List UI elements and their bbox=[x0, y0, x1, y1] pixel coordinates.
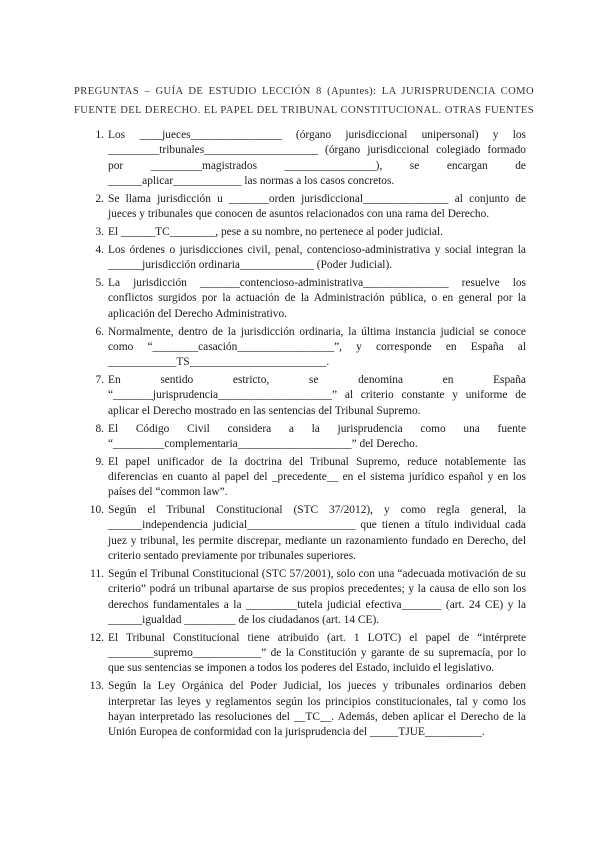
question-text: Se llama jurisdicción u _______orden jurisdiccional_______________ al conjunto de jueces y tribunales que conocen de asuntos relacionados con una rama del Derecho. bbox=[108, 192, 526, 221]
question-item bbox=[95, 276, 526, 322]
question-number: 2. bbox=[95, 192, 104, 205]
question-item bbox=[95, 128, 526, 189]
question-number: 10. bbox=[89, 504, 104, 517]
question-list bbox=[89, 128, 526, 743]
heading-line-1: PREGUNTAS – GUÍA DE ESTUDIO LECCIÓN 8 (Apuntes): LA JURISPRUDENCIA COMO bbox=[74, 86, 534, 97]
question-text: Según el Tribunal Constitucional (STC 37/2012), y como regla general, la ______independencia judicial___________________ que tienen a título individual cada juez y tribunal, les permite discrepar, mediante un razonamiento fundado en Derecho, del criterio sentado previamente por tribunales superiores. bbox=[108, 504, 526, 563]
question-number: 12. bbox=[89, 631, 104, 644]
question-item bbox=[89, 679, 526, 740]
question-text: Los ____jueces________________ (órgano jurisdiccional unipersonal) y los _________tribunales____________________ (órgano jurisdiccional colegiado formado por _________magistrados ________________), se encargan de ______aplicar____________ las normas a los casos concretos. bbox=[108, 129, 526, 187]
question-text: Según la Ley Orgánica del Poder Judicial, los jueces y tribunales ordinarios deben interpretar las leyes y reglamentos según los principios constitucionales, tal y como los hayan interpretado las resoluciones del __TC__. Además, deben aplicar el Derecho de la Unión Europea de conformidad con la jurisprudencia del _____TJUE__________. bbox=[108, 680, 526, 739]
question-number: 1. bbox=[95, 129, 104, 141]
heading-line-2: FUENTE DEL DERECHO. EL PAPEL DEL TRIBUNAL CONSTITUCIONAL. OTRAS FUENTES bbox=[74, 105, 534, 116]
question-item bbox=[95, 192, 526, 223]
question-text: El Tribunal Constitucional tiene atribuido (art. 1 LOTC) el papel de “intérprete ________supremo____________” de la Constitución y garante de su supremacía, por lo que sus sentencias se imponen a todos los poderes del Estado, incluido el legislativo. bbox=[108, 631, 526, 675]
question-text: El ______TC________, pese a su nombre, no pertenece al poder judicial. bbox=[108, 225, 443, 238]
document-heading bbox=[74, 82, 534, 120]
question-number: 5. bbox=[95, 277, 104, 290]
question-item bbox=[89, 503, 526, 564]
question-number: 11. bbox=[90, 567, 104, 580]
question-number: 6. bbox=[95, 325, 104, 338]
question-item bbox=[89, 631, 526, 677]
question-item bbox=[95, 422, 526, 453]
question-number: 13. bbox=[89, 680, 104, 693]
question-item bbox=[95, 455, 526, 501]
question-text: En sentido estricto, se denomina en España “_______jurisprudencia____________________” al criterio constante y uniforme de aplicar el Derecho mostrado en las sentencias del Tribunal Supremo. bbox=[108, 374, 526, 417]
question-text: Según el Tribunal Constitucional (STC 57/2001), solo con una “adecuada motivación de su criterio” podrá un tribunal apartarse de sus propios precedentes; y la causa de ello son los derechos fundamentales a la _________tutela judicial efectiva_______ (art. 24 CE) y la ______igualdad _________ de los ciudadanos (art. 14 CE). bbox=[108, 567, 526, 626]
question-item bbox=[95, 225, 526, 240]
question-number: 7. bbox=[95, 374, 104, 387]
question-text: El papel unificador de la doctrina del Tribunal Supremo, reduce notablemente las diferencias en cuanto al papel del _precedente__ en el sistema jurídico español y en los países del “common law”. bbox=[108, 455, 526, 499]
question-number: 8. bbox=[95, 422, 104, 435]
question-number: 4. bbox=[95, 243, 104, 256]
question-item bbox=[95, 325, 526, 371]
question-text: Los órdenes o jurisdicciones civil, penal, contencioso-administrativa y social integran la ______jurisdicción ordinaria_____________ (Poder Judicial). bbox=[108, 243, 526, 272]
question-number: 9. bbox=[95, 455, 104, 468]
question-item bbox=[95, 373, 526, 419]
question-item bbox=[95, 243, 526, 274]
question-number: 3. bbox=[95, 225, 104, 238]
question-text: El Código Civil considera a la jurisprudencia como una fuente “_________complementaria____________________” del Derecho. bbox=[108, 422, 526, 450]
question-text: Normalmente, dentro de la jurisdicción ordinaria, la última instancia judicial se conoce como “________casación_________________”, y corresponde en España al ____________TS________________________. bbox=[108, 325, 526, 369]
question-item bbox=[90, 567, 526, 628]
question-text: La jurisdicción _______contencioso-administrativa_______________ resuelve los conflictos surgidos por la actuación de la Administración pública, o en general por la aplicación del Derecho Administrativo. bbox=[108, 277, 526, 320]
